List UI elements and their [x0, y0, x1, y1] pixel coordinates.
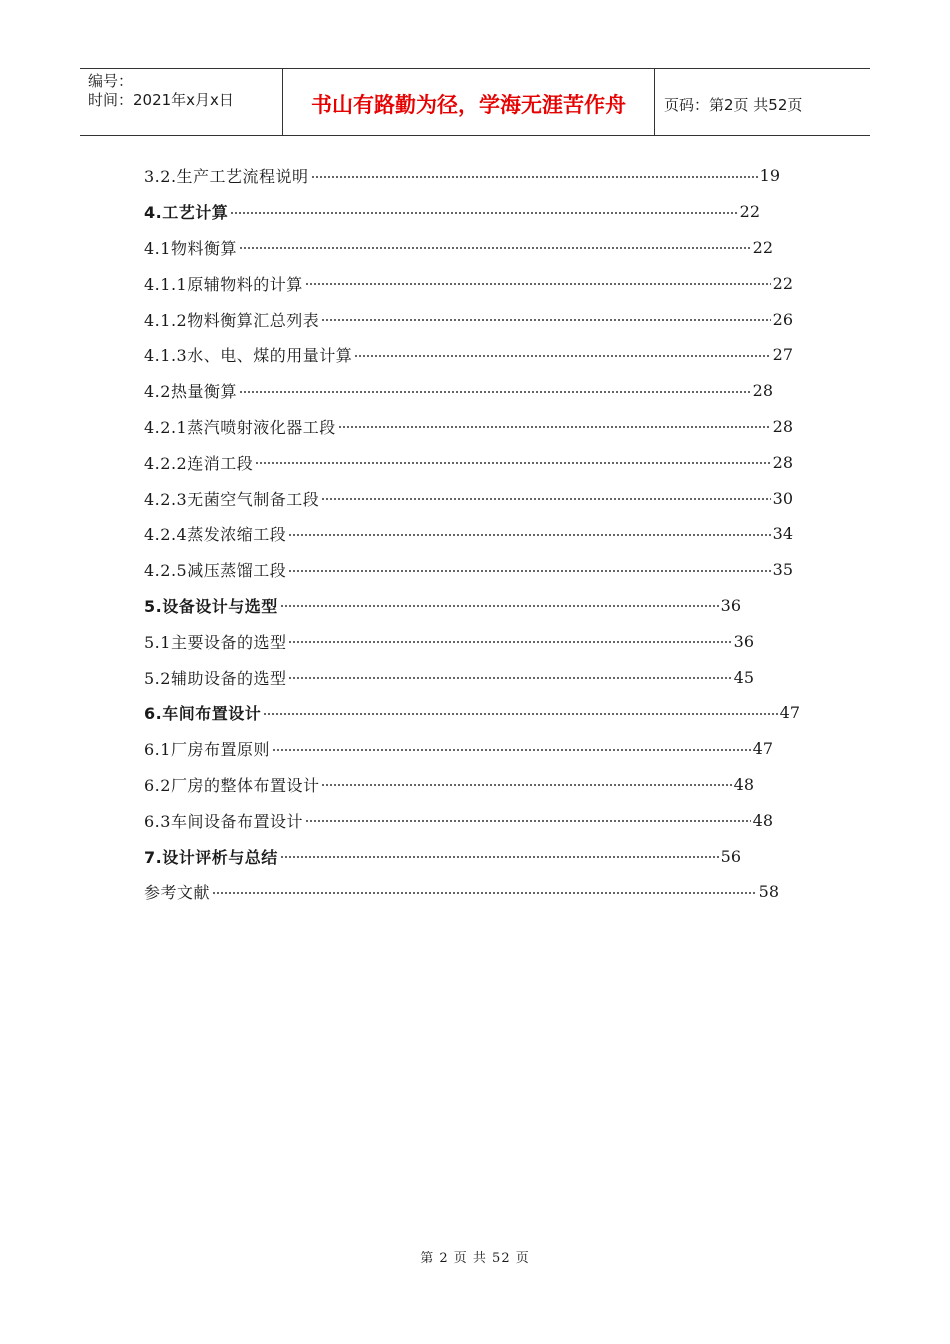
toc-entry[interactable]: [144, 337, 793, 373]
toc-entry-page: 47: [752, 739, 773, 759]
toc-entry-title: 参考文献: [144, 883, 211, 903]
table-of-contents: [144, 158, 824, 910]
toc-entry-title: 4.2.1蒸汽喷射液化器工段: [144, 417, 336, 437]
toc-entry-title: 6.1厂房布置原则: [144, 740, 270, 760]
toc-entry[interactable]: [144, 230, 773, 266]
toc-entry-title: 3.2.生产工艺流程说明: [144, 167, 309, 187]
toc-entry-page: 56: [720, 846, 741, 866]
toc-entry-page: 48: [752, 810, 773, 830]
dot-leader: [230, 212, 737, 214]
toc-entry-title: 4.2热量衡算: [144, 382, 237, 402]
dot-leader: [311, 176, 758, 178]
toc-entry-page: 28: [772, 416, 793, 436]
toc-entry[interactable]: [144, 409, 793, 445]
toc-entry[interactable]: [144, 695, 800, 731]
toc-entry-page: 30: [772, 488, 793, 508]
dot-leader: [255, 462, 770, 464]
toc-entry-page: 48: [733, 774, 754, 794]
toc-entry-page: 22: [772, 273, 793, 293]
toc-entry-title: 4.工艺计算: [144, 203, 229, 223]
dot-leader: [321, 498, 770, 500]
toc-entry[interactable]: [144, 838, 741, 874]
toc-entry-page: 34: [772, 524, 793, 544]
toc-entry-title: 6.2厂房的整体布置设计: [144, 775, 320, 795]
dot-leader: [288, 570, 770, 572]
toc-entry[interactable]: [144, 802, 773, 838]
header-page-info: 页码：第2页 共52页: [664, 95, 803, 114]
toc-entry-title: 5.2辅助设备的选型: [144, 668, 287, 688]
dot-leader: [239, 247, 751, 249]
toc-entry[interactable]: [144, 194, 760, 230]
time-label: 时间：2021年x月x日: [88, 91, 234, 109]
toc-entry-page: 28: [752, 381, 773, 401]
toc-entry-page: 36: [720, 595, 741, 615]
dot-leader: [239, 391, 751, 393]
toc-entry-title: 5.1主要设备的选型: [144, 632, 287, 652]
toc-entry-page: 26: [772, 309, 793, 329]
toc-entry[interactable]: [144, 516, 793, 552]
dot-leader: [288, 641, 731, 643]
header-motto: 书山有路勤为径，学海无涯苦作舟: [282, 69, 655, 135]
dot-leader: [263, 713, 777, 715]
toc-entry-page: 22: [739, 202, 760, 222]
toc-entry-title: 4.2.3无菌空气制备工段: [144, 489, 320, 509]
toc-entry[interactable]: [144, 588, 741, 624]
dot-leader: [354, 355, 770, 357]
toc-entry-page: 45: [733, 667, 754, 687]
toc-entry-title: 4.1物料衡算: [144, 238, 237, 258]
dot-leader: [321, 319, 770, 321]
dot-leader: [272, 749, 751, 751]
toc-entry-page: 35: [772, 560, 793, 580]
dot-leader: [288, 677, 731, 679]
toc-entry-page: 27: [772, 345, 793, 365]
toc-entry-title: 4.1.3水、电、煤的用量计算: [144, 346, 353, 366]
toc-entry-page: 19: [759, 166, 780, 186]
toc-entry-title: 5.设备设计与选型: [144, 596, 278, 616]
toc-entry[interactable]: [144, 767, 754, 803]
toc-entry[interactable]: [144, 659, 754, 695]
toc-entry-page: 36: [733, 631, 754, 651]
toc-entry[interactable]: [144, 731, 773, 767]
toc-entry-title: 4.1.2物料衡算汇总列表: [144, 310, 320, 330]
toc-entry-title: 6.3车间设备布置设计: [144, 811, 303, 831]
toc-entry-page: 28: [772, 452, 793, 472]
toc-entry[interactable]: [144, 265, 793, 301]
toc-entry-page: 47: [779, 703, 800, 723]
toc-entry-title: 4.1.1原辅物料的计算: [144, 274, 303, 294]
toc-entry-title: 6.车间布置设计: [144, 704, 262, 724]
dot-leader: [305, 283, 771, 285]
dot-leader: [280, 856, 719, 858]
toc-entry[interactable]: [144, 480, 793, 516]
toc-entry[interactable]: [144, 444, 793, 480]
dot-leader: [305, 820, 751, 822]
toc-entry[interactable]: [144, 301, 793, 337]
toc-entry-title: 4.2.5减压蒸馏工段: [144, 561, 287, 581]
dot-leader: [280, 605, 719, 607]
header-meta: [80, 69, 282, 135]
toc-entry-page: 58: [758, 882, 779, 902]
toc-entry-title: 4.2.4蒸发浓缩工段: [144, 525, 287, 545]
toc-entry[interactable]: [144, 623, 754, 659]
page-header: [80, 68, 870, 136]
serial-label: 编号：: [88, 72, 134, 90]
dot-leader: [288, 534, 770, 536]
dot-leader: [338, 426, 771, 428]
dot-leader: [321, 784, 731, 786]
page-footer: 第 2 页 共 52 页: [420, 1251, 530, 1266]
toc-entry[interactable]: [144, 874, 779, 910]
toc-entry[interactable]: [144, 552, 793, 588]
toc-entry-title: 4.2.2连消工段: [144, 453, 254, 473]
toc-entry[interactable]: [144, 158, 780, 194]
toc-entry-page: 22: [752, 237, 773, 257]
toc-entry[interactable]: [144, 373, 773, 409]
toc-entry-title: 7.设计评析与总结: [144, 847, 278, 867]
dot-leader: [212, 892, 757, 894]
